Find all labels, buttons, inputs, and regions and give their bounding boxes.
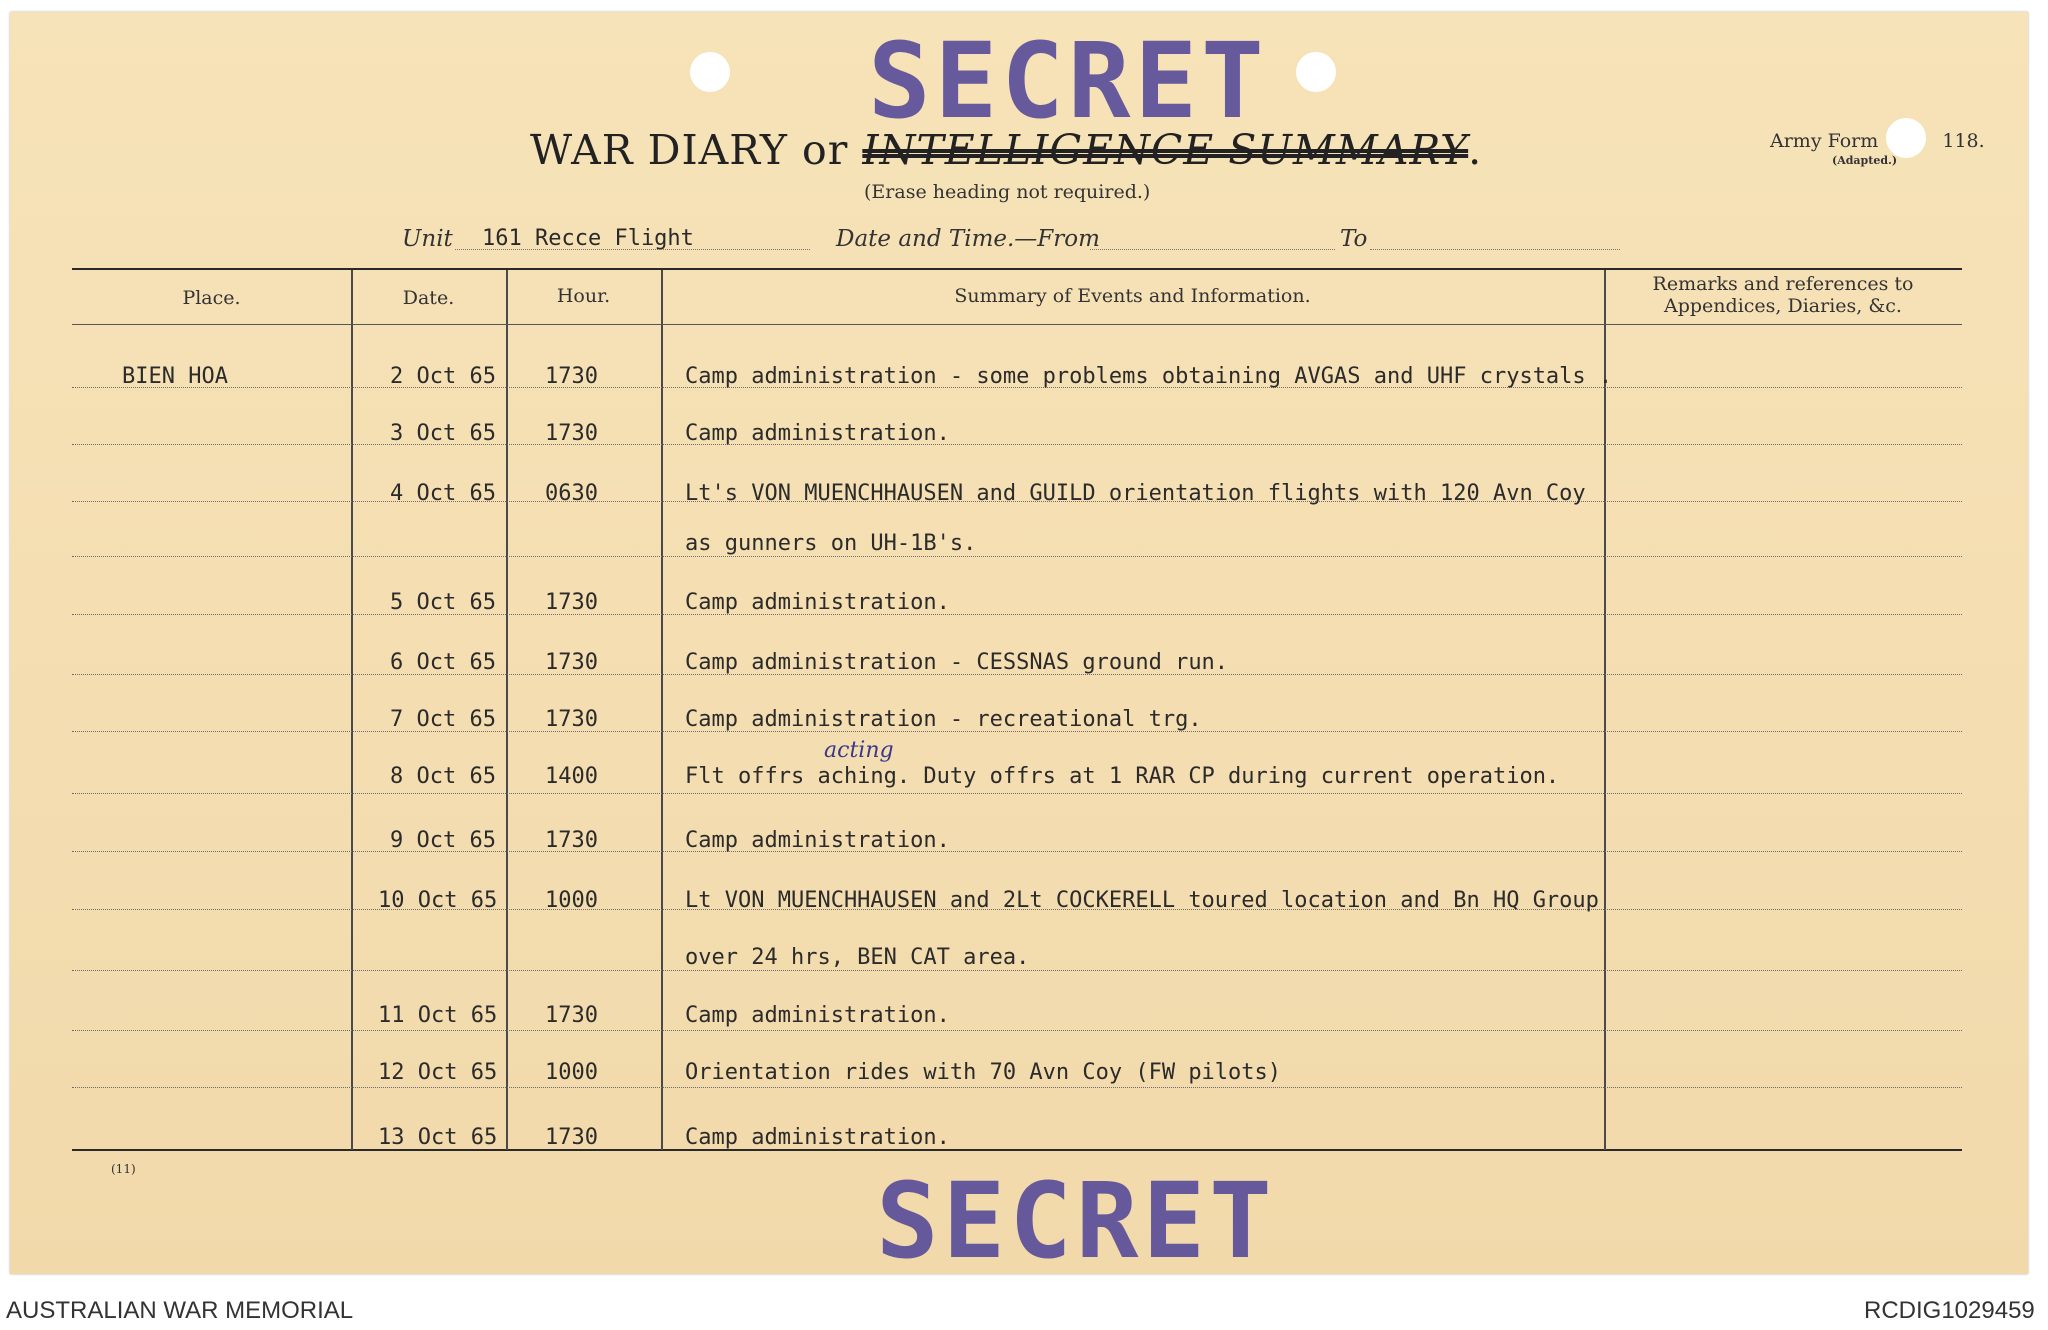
header-hour: Hour. — [556, 285, 611, 307]
cell-summary: Camp administration - CESSNAS ground run. — [685, 650, 1229, 675]
cell-hour: 1000 — [545, 888, 598, 913]
title-end: . — [1468, 126, 1483, 174]
unit-value: 161 Recce Flight — [482, 226, 694, 251]
cell-date: 5 Oct 65 — [390, 590, 496, 615]
footer-record-id: RCDIG1029459 — [1864, 1297, 2035, 1324]
row-line — [72, 614, 1962, 615]
cell-hour: 1730 — [545, 707, 598, 732]
cell-summary: Camp administration - recreational trg. — [685, 707, 1202, 732]
subtitle: (Erase heading not required.) — [864, 181, 1151, 203]
cell-date: 7 Oct 65 — [390, 707, 496, 732]
row-line — [72, 556, 1962, 557]
cell-summary: Lt VON MUENCHHAUSEN and 2Lt COCKERELL toured location and Bn HQ Group — [685, 888, 1599, 913]
unit-dotted-line — [455, 249, 810, 250]
column-divider — [1604, 270, 1606, 1150]
secret-stamp-top: SECRET — [868, 20, 1268, 142]
cell-summary: Camp administration. — [685, 1003, 950, 1028]
army-form-number: 118. — [1942, 130, 1985, 152]
cell-summary: Lt's VON MUENCHHAUSEN and GUILD orientation flights with 120 Avn Coy — [685, 481, 1586, 506]
cell-date: 2 Oct 65 — [390, 364, 496, 389]
secret-stamp-bottom: SECRET — [876, 1160, 1276, 1282]
cell-summary: Camp administration - some problems obtaining AVGAS and UHF crystals . — [685, 364, 1613, 389]
row-line — [72, 444, 1962, 445]
cell-summary: Camp administration. — [685, 421, 950, 446]
header-underline — [72, 324, 1962, 325]
column-divider — [351, 270, 353, 1150]
column-divider — [661, 270, 663, 1150]
page-title — [530, 126, 1482, 174]
cell-date: 8 Oct 65 — [390, 764, 496, 789]
row-line — [72, 793, 1962, 794]
footer-archive-name: AUSTRALIAN WAR MEMORIAL — [6, 1297, 354, 1324]
cell-summary: Orientation rides with 70 Avn Coy (FW pilots) — [685, 1060, 1282, 1085]
title-or: or — [802, 126, 849, 174]
table-bottom-rule — [72, 1149, 1962, 1151]
cell-summary: over 24 hrs, BEN CAT area. — [685, 945, 1030, 970]
cell-date: 11 Oct 65 — [378, 1003, 498, 1028]
army-form-text: Army Form — [1770, 130, 1879, 152]
cell-hour: 1000 — [545, 1060, 598, 1085]
army-form-note: (Adapted.) — [1832, 154, 1898, 167]
header-summary: Summary of Events and Information. — [954, 285, 1311, 307]
punch-hole — [690, 52, 730, 92]
to-label: To — [1340, 226, 1368, 252]
form-number: (11) — [111, 1162, 136, 1176]
column-divider — [506, 270, 508, 1150]
army-form-label — [1770, 130, 1985, 167]
row-line — [72, 1087, 1962, 1088]
cell-hour: 1730 — [545, 1003, 598, 1028]
punch-hole — [1296, 52, 1336, 92]
header-remarks-line1: Remarks and references to — [1652, 273, 1914, 295]
cell-date: 6 Oct 65 — [390, 650, 496, 675]
cell-date: 9 Oct 65 — [390, 828, 496, 853]
row-line — [72, 851, 1962, 852]
cell-date: 4 Oct 65 — [390, 481, 496, 506]
cell-hour: 1730 — [545, 650, 598, 675]
header-remarks-line2: Appendices, Diaries, &c. — [1664, 295, 1902, 317]
unit-label: Unit — [402, 226, 453, 252]
cell-hour: 1730 — [545, 828, 598, 853]
to-dotted-line — [1370, 249, 1620, 250]
title-struck: INTELLIGENCE SUMMARY — [862, 126, 1469, 174]
cell-summary: Flt offrs aching. Duty offrs at 1 RAR CP during current operation. — [685, 764, 1560, 789]
cell-summary: Camp administration. — [685, 828, 950, 853]
handwritten-insert: acting — [824, 738, 894, 763]
cell-date: 13 Oct 65 — [378, 1125, 498, 1150]
cell-hour: 1730 — [545, 364, 598, 389]
cell-hour: 1400 — [545, 764, 598, 789]
cell-summary: as gunners on UH-1B's. — [685, 531, 977, 556]
table-top-rule — [72, 268, 1962, 270]
cell-hour: 1730 — [545, 590, 598, 615]
cell-hour: 1730 — [545, 1125, 598, 1150]
cell-date: 3 Oct 65 — [390, 421, 496, 446]
row-line — [72, 970, 1962, 971]
title-main: WAR DIARY — [530, 126, 788, 174]
row-line — [72, 1030, 1962, 1031]
from-dotted-line — [1090, 249, 1335, 250]
cell-hour: 0630 — [545, 481, 598, 506]
cell-hour: 1730 — [545, 421, 598, 446]
cell-date: 12 Oct 65 — [378, 1060, 498, 1085]
header-date: Date. — [402, 287, 455, 309]
header-place: Place. — [182, 287, 241, 309]
cell-summary: Camp administration. — [685, 1125, 950, 1150]
date-time-label: Date and Time.—From — [836, 226, 1100, 252]
cell-place: BIEN HOA — [122, 364, 228, 389]
cell-summary: Camp administration. — [685, 590, 950, 615]
cell-date: 10 Oct 65 — [378, 888, 498, 913]
